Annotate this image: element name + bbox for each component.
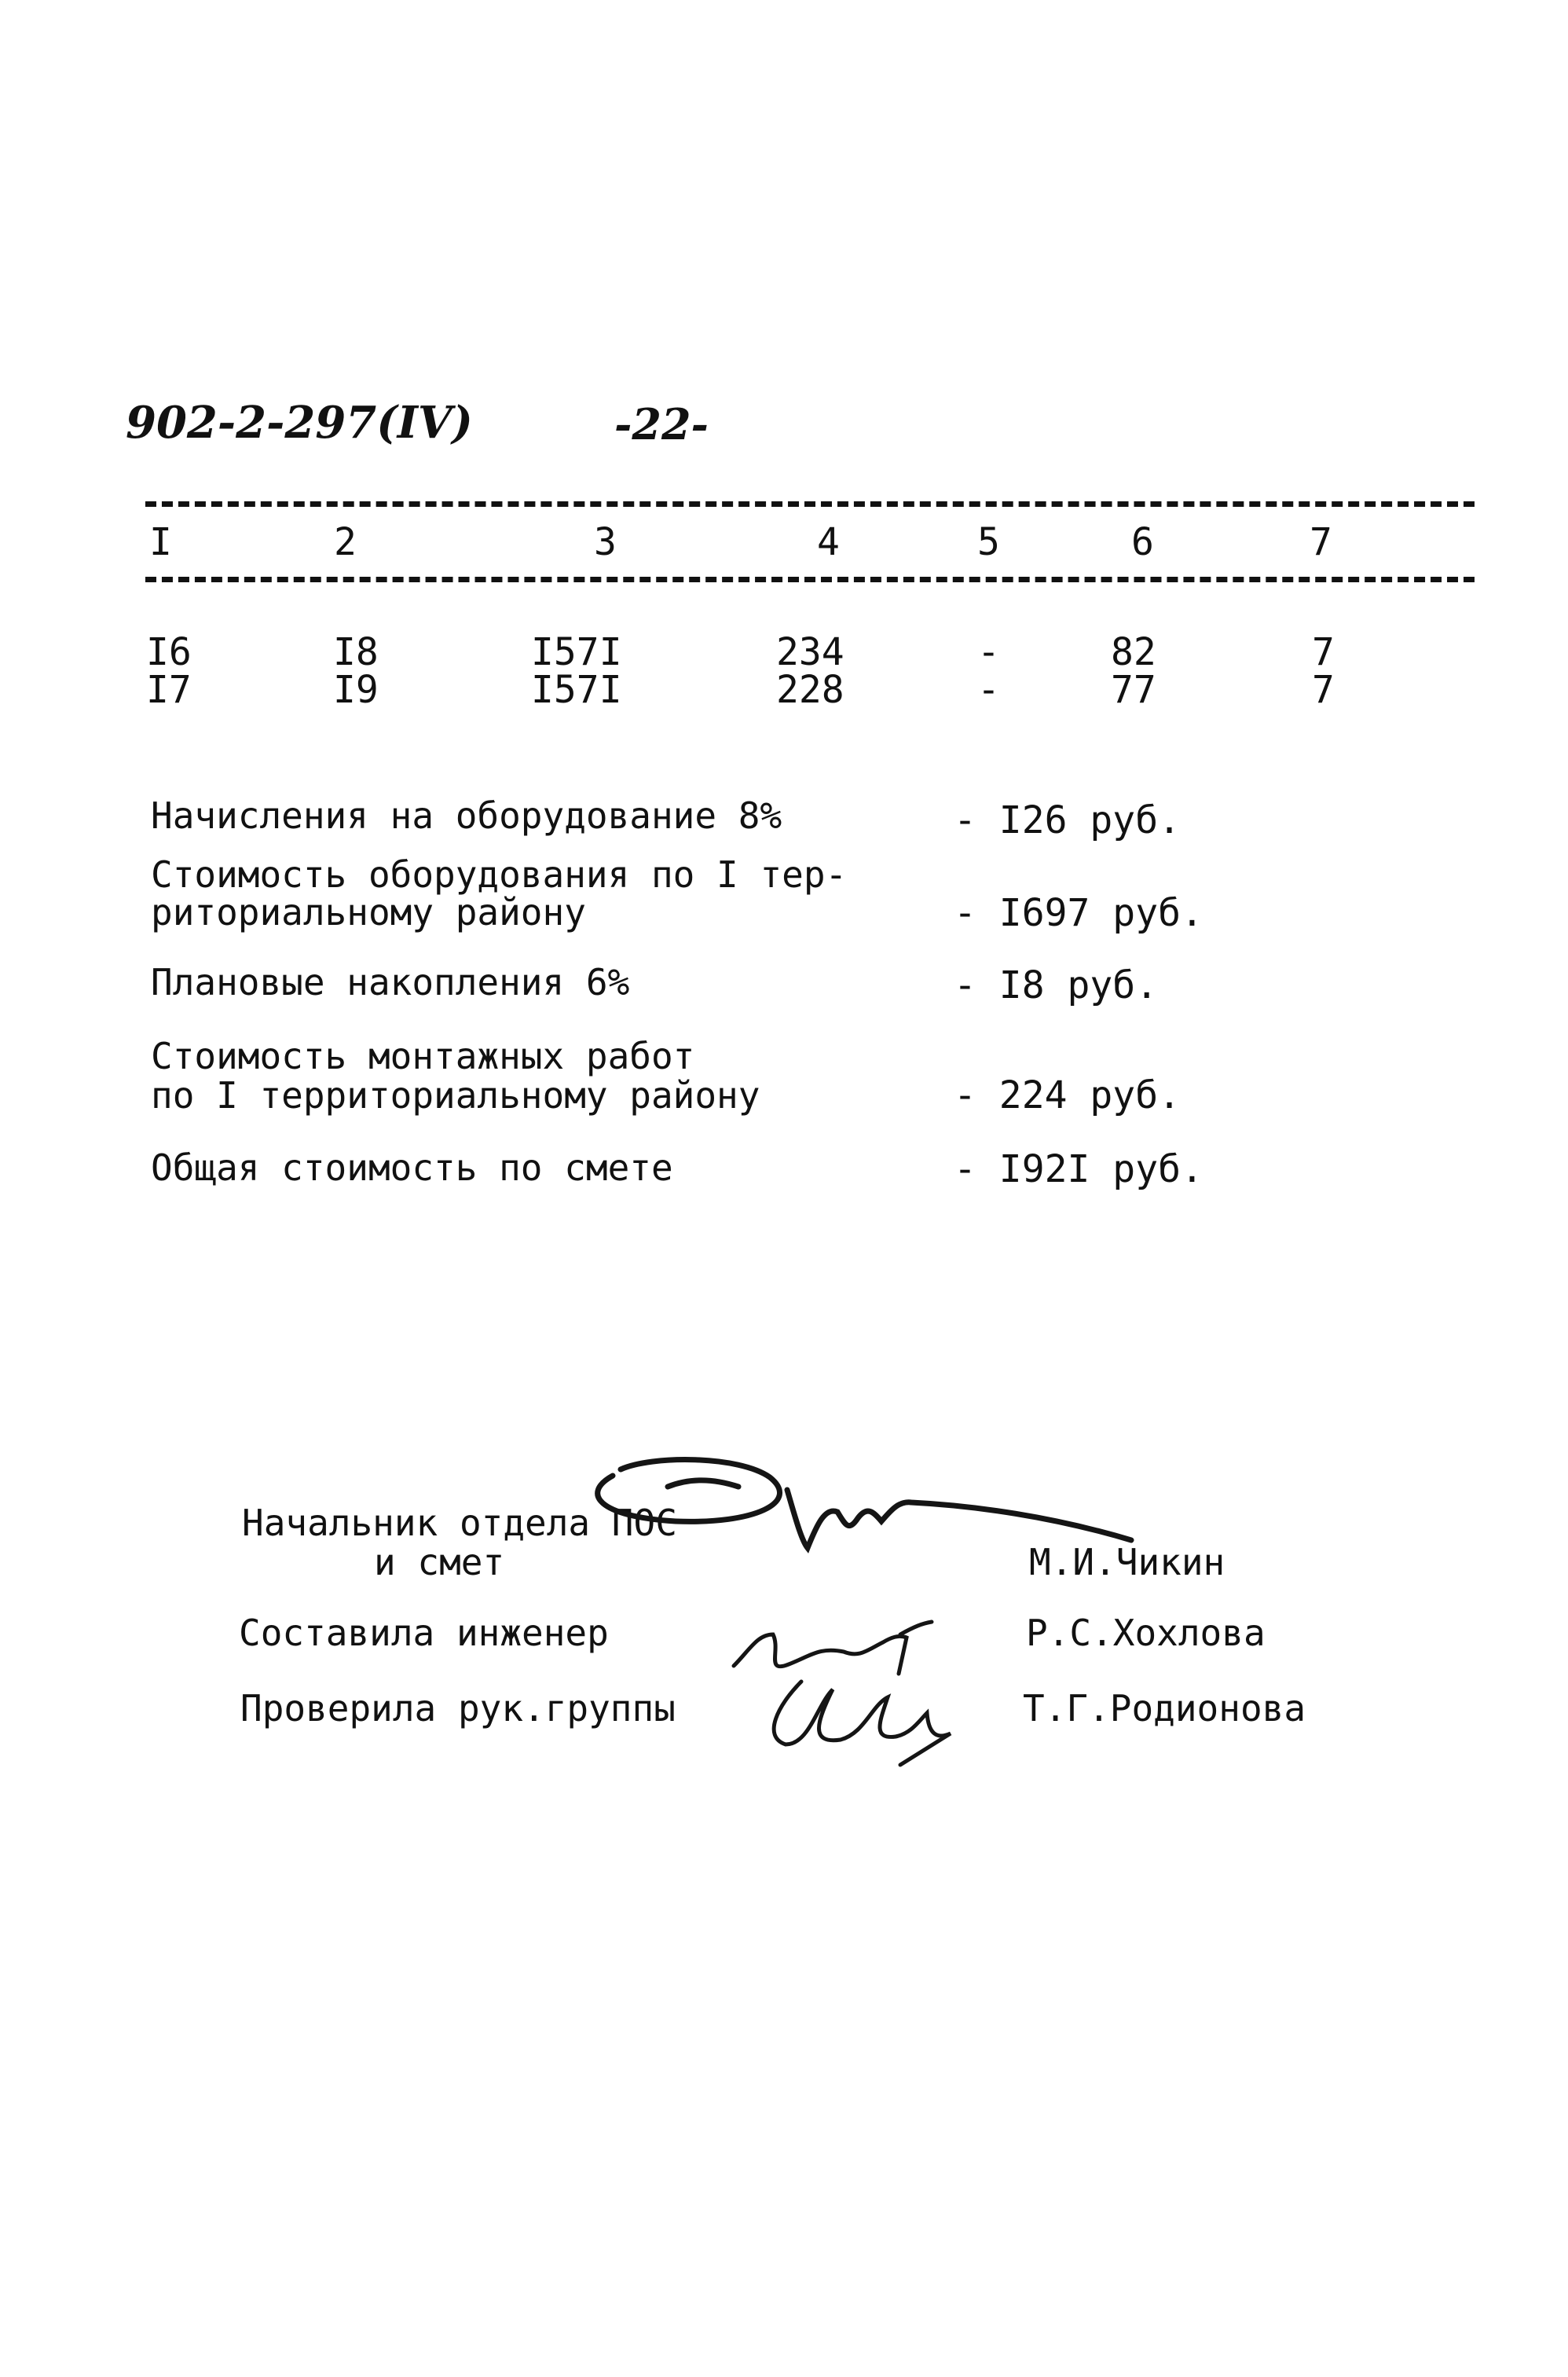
table-cell: 228 [776, 668, 844, 712]
table-cell: 7 [1312, 668, 1335, 712]
table-cell: 82 [1111, 630, 1156, 674]
column-header: 4 [817, 520, 840, 564]
summary-amount: - I92I руб. [954, 1147, 1203, 1191]
summary-label: Стоимость оборудования по I тер- [151, 853, 848, 896]
table-cell: I57I [531, 630, 622, 674]
signatory-role: Начальник отдела ПОС [242, 1502, 677, 1544]
table-cell: 234 [776, 630, 844, 674]
column-header: 2 [334, 520, 357, 564]
summary-label: Стоимость монтажных работ [151, 1035, 695, 1077]
column-header: 3 [594, 520, 617, 564]
signatory-role: Составила инженер [239, 1612, 609, 1654]
signatory-role: и смет [374, 1541, 505, 1583]
column-header: 7 [1310, 520, 1332, 564]
table-cell: I9 [333, 668, 379, 712]
table-cell: - [977, 630, 1000, 674]
signatory-role: Проверила рук.группы [240, 1687, 676, 1730]
table-cell: 7 [1312, 630, 1335, 674]
page-number: -22- [614, 399, 709, 449]
summary-label: риториальному району [151, 891, 586, 934]
table-header-rule [145, 577, 1475, 582]
table-cell: I57I [531, 668, 622, 712]
summary-amount: - I26 руб. [954, 798, 1181, 842]
table-cell: 77 [1111, 668, 1156, 712]
summary-amount: - 224 руб. [954, 1073, 1181, 1117]
signatory-name: Р.С.Хохлова [1026, 1612, 1266, 1654]
signature-rodionova [754, 1658, 974, 1776]
signatory-name: М.И.Чикин [1029, 1541, 1225, 1583]
column-header: I [149, 520, 172, 564]
column-header: 6 [1131, 520, 1154, 564]
signatory-name: Т.Г.Родионова [1023, 1687, 1306, 1730]
summary-amount: - I697 руб. [954, 891, 1203, 935]
summary-amount: - I8 руб. [954, 963, 1159, 1007]
summary-label: Начисления на оборудование 8% [151, 794, 782, 837]
summary-label: по I территориальному району [151, 1074, 760, 1117]
table-cell: I7 [146, 668, 192, 712]
column-header: 5 [977, 520, 1000, 564]
table-cell: I6 [146, 630, 192, 674]
table-cell: I8 [333, 630, 379, 674]
signature-chikin [566, 1414, 1257, 1595]
document-code: 902-2-297(IV) [126, 397, 473, 449]
table-top-rule [145, 501, 1475, 507]
summary-label: Общая стоимость по смете [151, 1146, 673, 1189]
table-cell: - [977, 668, 1000, 712]
summary-label: Плановые накопления 6% [151, 961, 630, 1003]
